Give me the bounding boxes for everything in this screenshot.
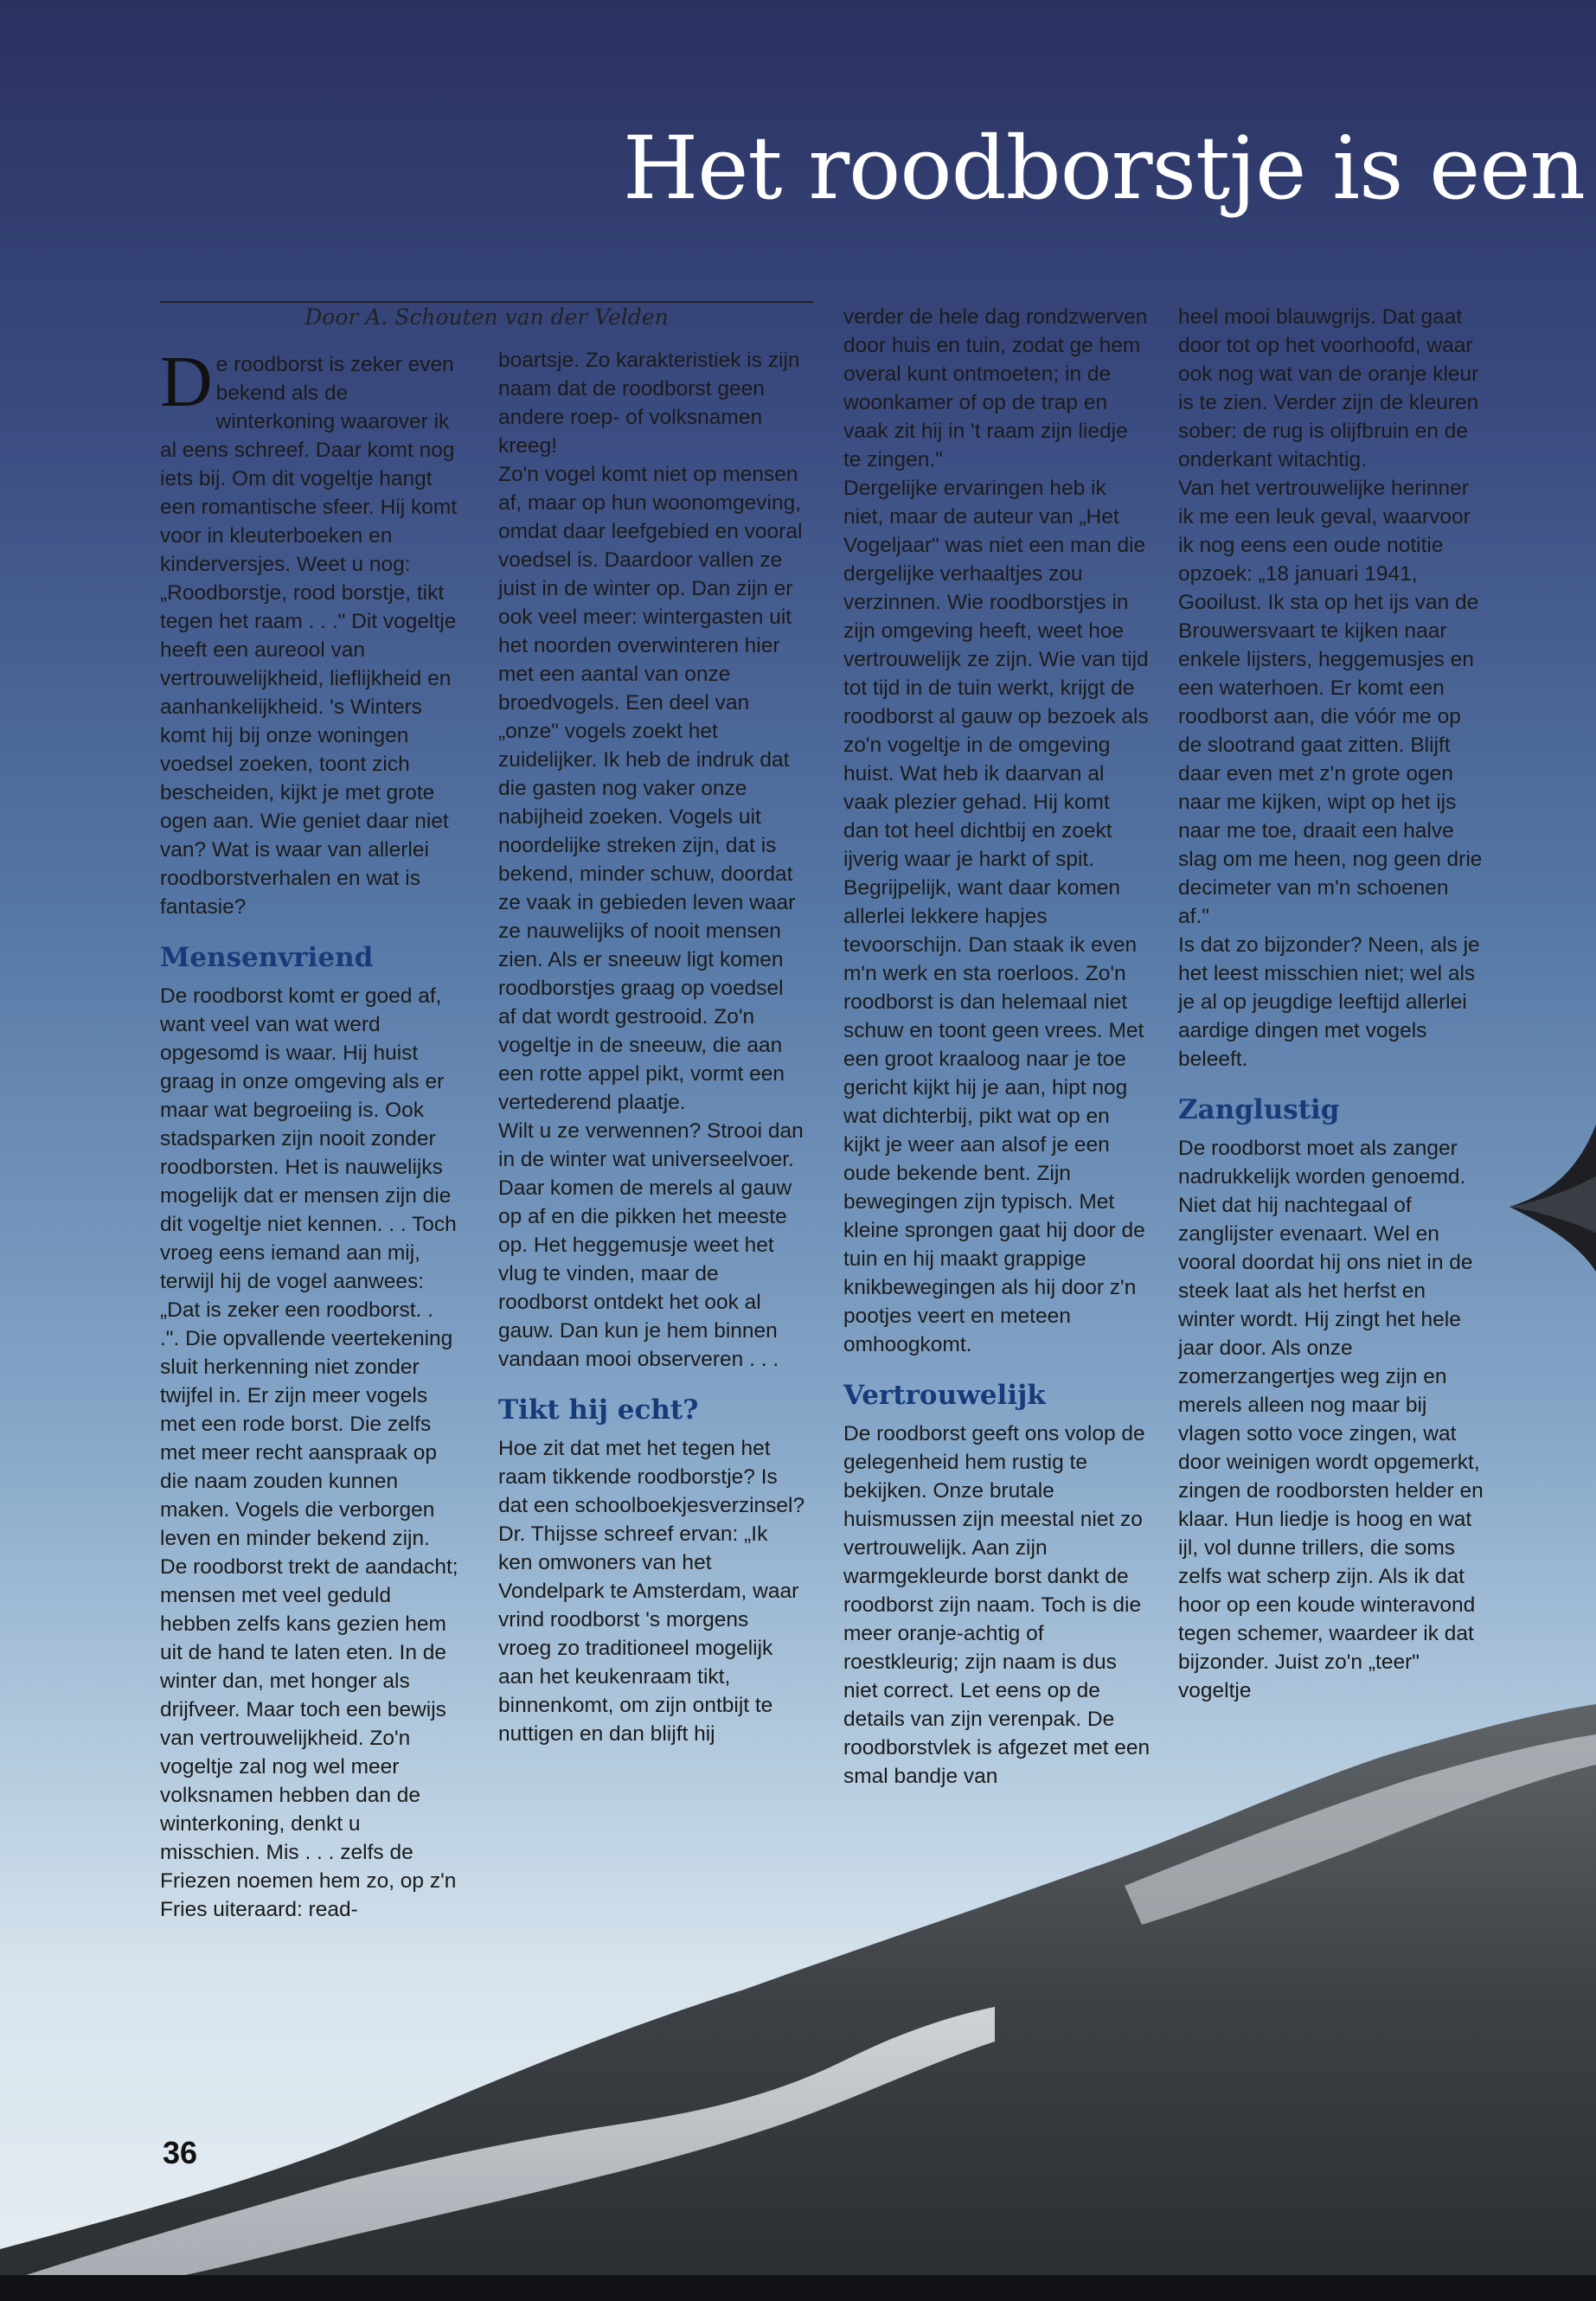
section-heading-mensenvriend: Mensenvriend — [160, 942, 374, 973]
column-1 — [160, 342, 458, 1924]
body-paragraph: De roodborst moet als zanger nadrukkelijk worden genoemd. Niet dat hij nachtegaal of zanglijster evenaart. Wel en vooral doordat hij ons niet in de steek laat als het herfst en winter wordt. Hij zingt het hele jaar door. Als onze zomerzangertjes weg zijn en merels alleen nog maar bij vlagen sotto voce zingen, wat door weinigen wordt opgemerkt, zingen de roodborsten helder en klaar. Hun liedje is hoog en wat ijl, vol dunne trillers, die soms zelfs wat scherp zijn. Als ik dat hoor op een koude winteravond tegen schemer, waardeer ik dat bijzonder. Juist zo'n „teer" vogeltje — [1178, 1137, 1484, 1702]
body-paragraph: boartsje. Zo karakteristiek is zijn naam dat de roodborst geen andere roep- of volksnamen kreeg! — [498, 349, 800, 458]
drop-cap: D — [160, 342, 213, 422]
bird-beak-illustration — [1501, 1125, 1596, 1272]
section-heading-vertrouwelijk: Vertrouwelijk — [843, 1380, 1046, 1411]
body-paragraph: Van het vertrouwelijke herinner ik me een leuk geval, waarvoor ik nog eens een oude notitie opzoek: „18 januari 1941, Gooilust. Ik sta op het ijs van de Brouwersvaart te kijken naar enkele lijsters, heggemusjes en een waterhoen. Er komt een roodborst aan, die vóór me op de slootrand gaat zitten. Blijft daar even met z'n grote ogen naar me kijken, wipt op het ijs naar me toe, draait een halve slag om me heen, nog geen drie decimeter van m'n schoenen af." — [1178, 477, 1483, 928]
column-3 — [843, 303, 1151, 1791]
byline: Door A. Schouten van der Velden — [304, 304, 669, 330]
intro-text: e roodborst is zeker even bekend als de winterkoning waarover ik al eens schreef. Daar komt nog iets bij. Om dit vogeltje hangt een romantische sfeer. Hij komt voor in kleuterboeken en kinderversjes. Weet u nog: „Roodborstje, rood borstje, tikt tegen het raam . . ." Dit vogeltje heeft een aureool van vertrouwelijkheid, lieflijkheid en aanhankelijkheid. 's Winters komt hij bij onze woningen voedsel zoeken, toont zich bescheiden, kijkt je met grote ogen aan. Wie geniet daar niet van? Wat is waar van allerlei roodborstverhalen en wat is fantasie? — [160, 353, 458, 919]
body-paragraph: heel mooi blauwgrijs. Dat gaat door tot op het voorhoofd, waar ook nog wat van de oranje kleur is te zien. Verder zijn de kleuren sober: de rug is olijfbruin en de onderkant witachtig. — [1178, 305, 1479, 471]
body-paragraph: De roodborst komt er goed af, want veel van wat werd opgesomd is waar. Hij huist graag in onze omgeving als er maar wat begroeiing is. Ook stadsparken zijn nooit zonder roodborsten. Het is nauwelijks mogelijk dat er mensen zijn die dit vogeltje niet kennen. . . Toch vroeg eens iemand aan mij, terwijl hij de vogel aanwees: „Dat is zeker een roodborst. . .". Die opvallende veertekening sluit herkenning niet zonder twijfel in. Er zijn meer vogels met een rode borst. Die zelfs met meer recht aanspraak op die naam zouden kunnen maken. Vogels die verborgen leven en minder bekend zijn. De roodborst trekt de aandacht; mensen met veel geduld hebben zelfs kans gezien hem uit de hand te laten eten. In de winter dan, met honger als drijfveer. Maar toch een bewijs van vertrouwelijkheid. Zo'n vogeltje zal nog wel meer volksnamen hebben dan de winterkoning, denkt u misschien. Mis . . . zelfs de Friezen noemen hem zo, op z'n Fries uiteraard: read- — [160, 984, 458, 1921]
page-number: 36 — [163, 2135, 198, 2170]
article-title: Het roodborstje is een — [623, 118, 1585, 219]
byline-rule — [160, 301, 813, 303]
body-paragraph: Hoe zit dat met het tegen het raam tikkende roodborstje? Is dat een schoolboekjesverzinsel? Dr. Thijsse schreef ervan: „Ik ken omwoners van het Vondelpark te Amsterdam, waar vrind roodborst 's morgens vroeg zo traditioneel mogelijk aan het keukenraam tikt, binnenkomt, om zijn ontbijt te nuttigen en dan blijft hij — [498, 1437, 805, 1746]
section-heading-tikt-hij-echt: Tikt hij echt? — [498, 1394, 699, 1426]
section-heading-zanglustig: Zanglustig — [1178, 1094, 1340, 1125]
body-paragraph: verder de hele dag rondzwerven door huis en tuin, zodat ge hem overal kunt ontmoeten; in de woonkamer of op de trap en vaak zit hij in 't raam zijn liedje te zingen." — [843, 305, 1148, 471]
body-paragraph: Dergelijke ervaringen heb ik niet, maar de auteur van „Het Vogeljaar" was niet een man die dergelijke verhaaltjes zou verzinnen. Wie roodborstjes in zijn omgeving heeft, weet hoe vertrouwelijk ze zijn. Wie van tijd tot tijd in de tuin werkt, krijgt de roodborst al gauw op bezoek als zo'n vogeltje in de omgeving huist. Wat heb ik daarvan al vaak plezier gehad. Hij komt dan tot heel dichtbij en zoekt ijverig waar je harkt of spit. Begrijpelijk, want daar komen allerlei lekkere hapjes tevoorschijn. Dan staak ik even m'n werk en sta roerloos. Zo'n roodborst is dan helemaal niet schuw en toont geen vrees. Met een groot kraaloog naar je toe gericht kijkt hij je aan, hipt nog wat dichterbij, pikt wat op en kijkt je weer aan alsof je een oude bekende bent. Zijn bewegingen zijn typisch. Met kleine sprongen gaat hij door de tuin en hij maakt grappige knikbewegingen als hij door z'n pootjes veert en meteen omhoogkomt. — [843, 477, 1149, 1356]
column-4 — [1178, 303, 1485, 1705]
intro-paragraph — [160, 342, 458, 921]
body-paragraph: Wilt u ze verwennen? Strooi dan in de winter wat universeelvoer. Daar komen de merels al gauw op af en die pikken het meeste op. Het heggemusje weet het vlug te vinden, maar de roodborst ontdekt het ook al gauw. Dan kun je hem binnen vandaan mooi observeren . . . — [498, 1119, 804, 1371]
body-paragraph: Zo'n vogel komt niet op mensen af, maar op hun woonomgeving, omdat daar leefgebied en vooral voedsel is. Daardoor vallen ze juist in de winter op. Dan zijn er ook veel meer: wintergasten uit het noorden overwinteren hier met een aantal van onze broedvogels. Een deel van „onze" vogels zoekt het zuidelijker. Ik heb de indruk dat die gasten nog vaker onze nabijheid zoeken. Vogels uit noordelijke streken zijn, dat is bekend, minder schuw, doordat ze vaak in gebieden leven waar ze nauwelijks of nooit mensen zien. Als er sneeuw ligt komen roodborstjes graag op voedsel af dat wordt gestrooid. Zo'n vogeltje in de sneeuw, die aan een rotte appel pikt, vormt een vertederend plaatje. — [498, 463, 803, 1114]
column-2 — [498, 346, 805, 1748]
body-paragraph: De roodborst geeft ons volop de gelegenheid hem rustig te bekijken. Onze brutale huismussen zijn meestal niet zo vertrouwelijk. Aan zijn warmgekleurde borst dankt de roodborst zijn naam. Toch is die meer oranje-achtig of roestkleurig; zijn naam is dus niet correct. Let eens op de details van zijn verenpak. De roodborstvlek is afgezet met een smal bandje van — [843, 1422, 1151, 1788]
body-paragraph: Is dat zo bijzonder? Neen, als je het leest misschien niet; wel als je al op jeugdige leeftijd allerlei aardige dingen met vogels beleeft. — [1178, 933, 1480, 1071]
